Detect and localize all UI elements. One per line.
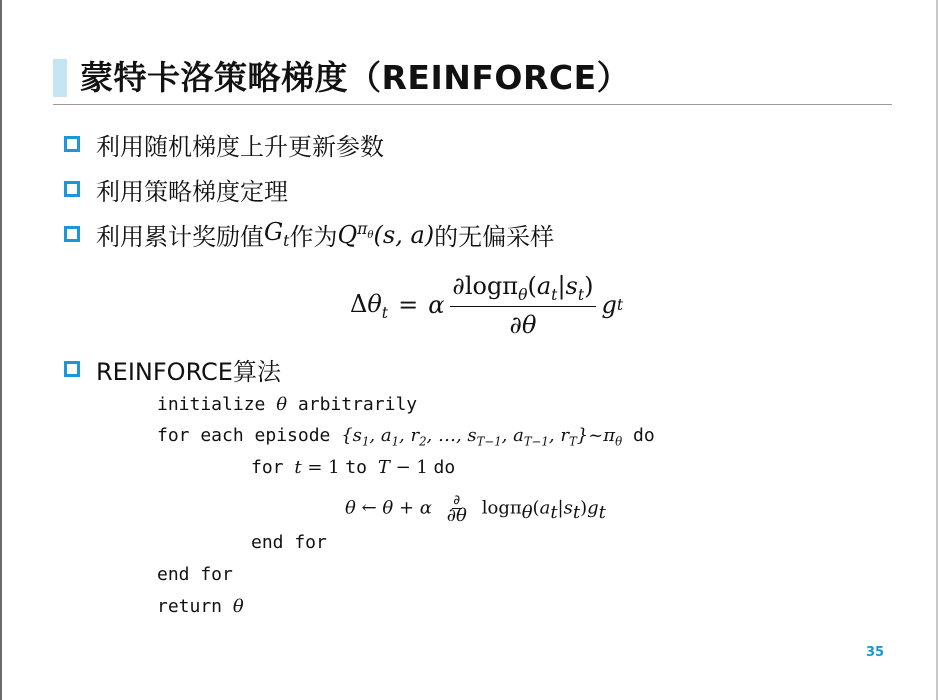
slide-title: 蒙特卡洛策略梯度（REINFORCE） — [80, 58, 631, 97]
bullet-text-mid: 作为 — [289, 222, 338, 251]
bullet-square-icon — [64, 226, 80, 242]
bullet-item-2 — [64, 173, 288, 205]
code-line-2: for each episode {$s_1$, $a_1$, $r_2$, …, $s_{T-1}$, $a_{T-1}$, $r_T\}\sim\pi_\theta$ do — [157, 425, 655, 449]
bullet-item-3 — [64, 218, 554, 250]
code-line-6: end for — [157, 564, 233, 585]
bullet-text: 利用策略梯度定理 — [96, 177, 288, 206]
formula-fraction: $\frac{\partial\log\pi_\theta(a_t|s_t)}{\partial\theta}$ — [452, 272, 594, 339]
title-accent-bar — [53, 59, 67, 97]
page-number: 35 — [866, 645, 885, 660]
bullet-text-suffix: 的无偏采样 — [434, 222, 555, 251]
bullet-text: 利用随机梯度上升更新参数 — [96, 132, 384, 161]
code-line-3: for t = 1 to T − 1 do — [251, 457, 456, 478]
partial-fraction: $\frac{\partial}{\partial\theta}$ — [446, 493, 467, 526]
code-line-4: θ ← θ + α $\frac{\partial}{\partial\theta}$ $\log\pi_\theta(a_t|s_t)g_t$ — [345, 493, 606, 526]
bullet-square-icon — [64, 361, 80, 377]
math-g-t: $G_t$ — [264, 218, 290, 250]
bullet-text: REINFORCE算法 — [96, 357, 281, 386]
update-formula: $\Delta\theta_t$ = α $\frac{\partial\log\pi_\theta(a_t|s_t)}{\partial\theta}$ g t — [350, 272, 624, 339]
title-divider — [53, 104, 892, 105]
math-q-pi: $Q^{\pi_\theta}(s$, a) — [337, 219, 435, 249]
code-line-5: end for — [251, 532, 327, 553]
bullet-item-4 — [64, 353, 281, 385]
code-line-7: return θ — [157, 596, 244, 617]
bullet-square-icon — [64, 181, 80, 197]
bullet-text-prefix: 利用累计奖励值 — [96, 222, 264, 251]
bullet-square-icon — [64, 136, 80, 152]
code-line-1: initialize θ arbitrarily — [157, 394, 418, 415]
slide-left-border — [0, 0, 2, 700]
bullet-item-1 — [64, 128, 384, 160]
